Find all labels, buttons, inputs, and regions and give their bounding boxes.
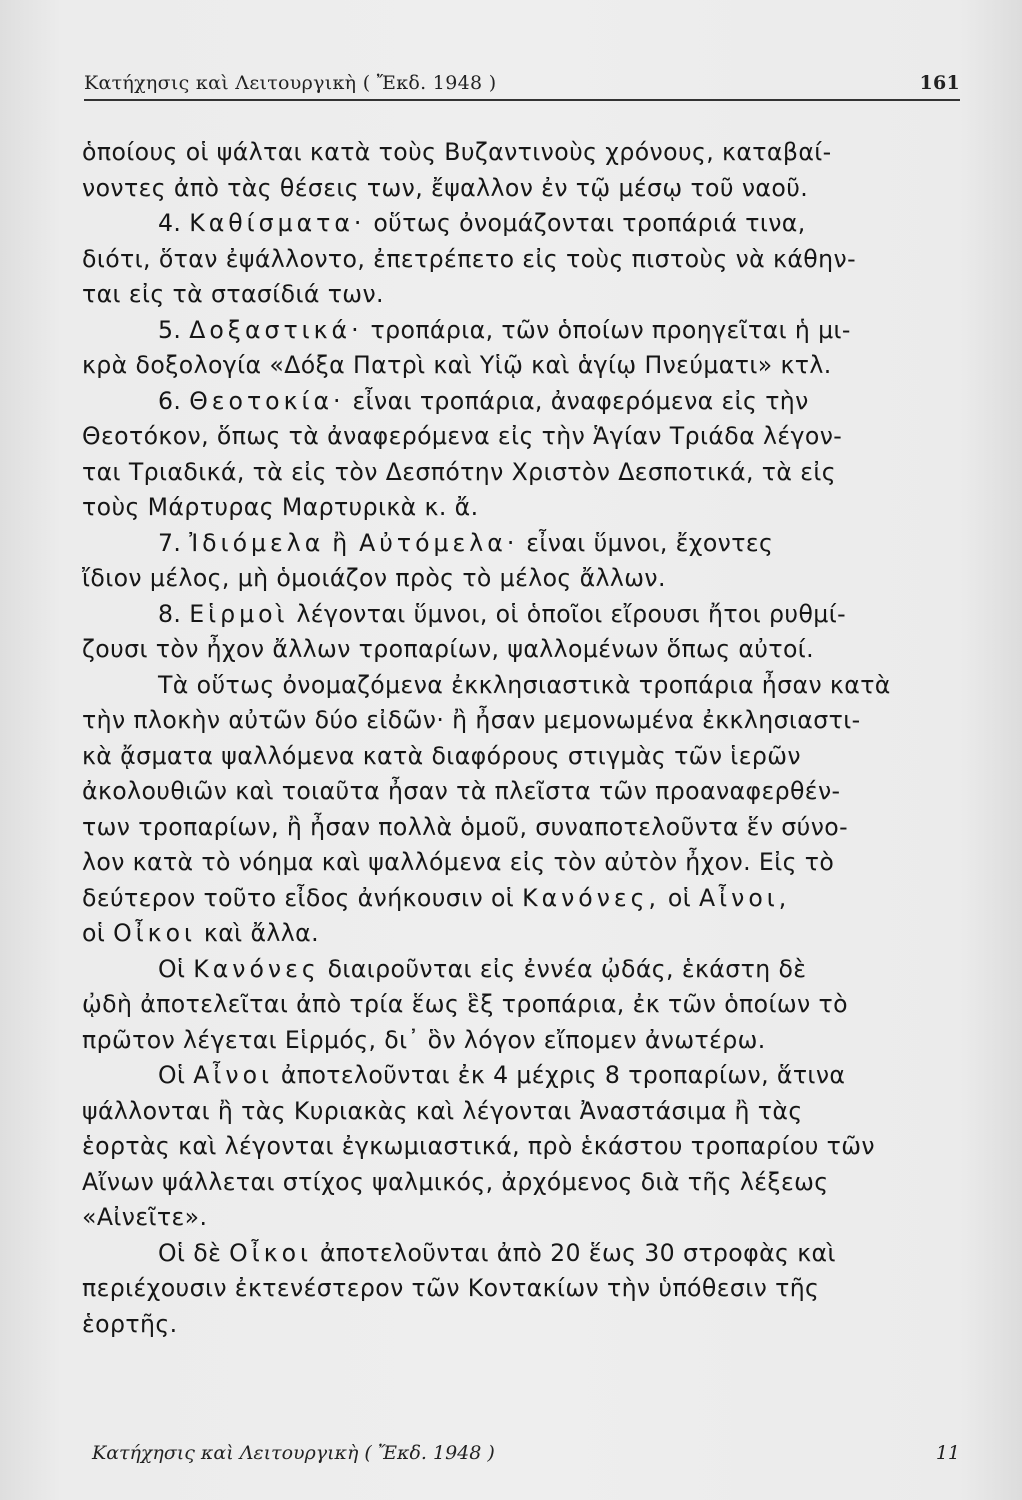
text-line: ψάλλονται ἢ τὰς Κυριακὰς καὶ λέγονται Ἀναστάσιμα ἢ τὰς	[82, 1096, 803, 1125]
list-item-5	[82, 313, 960, 349]
term: Θεοτοκία·	[189, 386, 345, 415]
text-line	[82, 916, 960, 952]
term: Αἶνοι	[193, 1061, 273, 1089]
text-span: ἀποτελοῦνται ἐκ 4 μέχρις 8 τροπαρίων, ἅτινα	[280, 1061, 846, 1089]
term: Οἶκοι	[229, 1238, 313, 1267]
item-number: 7.	[158, 528, 182, 557]
header-rule	[84, 99, 960, 101]
text-line: ἑορτῆς.	[82, 1309, 178, 1338]
text-line: ᾠδὴ ἀποτελεῖται ἀπὸ τρία ἕως ἓξ τροπάρια, ἐκ τῶν ὁποίων τὸ	[82, 990, 848, 1018]
text-line: τὴν πλοκὴν αὐτῶν δύο εἰδῶν· ἢ ἦσαν μεμονωμένα ἐκκλησιαστι-	[82, 706, 861, 734]
text-span: εἶναι ὕμνοι, ἔχοντες	[526, 528, 774, 557]
term: Αὐτόμελα·	[359, 528, 519, 557]
term: Καθίσματα·	[189, 209, 366, 237]
text-span: τροπάρια, τῶν ὁποίων προηγεῖται ἡ μι-	[370, 315, 851, 344]
running-footer	[84, 1442, 960, 1472]
text-line: περιέχουσιν ἐκτενέστερον τῶν Κοντακίων τὴν ὑπόθεσιν τῆς	[82, 1274, 820, 1302]
item-number: 8.	[158, 599, 182, 628]
text-line: ται εἰς τὰ στασίδιά των.	[82, 280, 384, 308]
text-span: οὕτως ὀνομάζονται τροπάριά τινα,	[373, 209, 806, 237]
footer-title: Κατήχησις καὶ Λειτουργικὴ ( Ἔκδ. 1948 )	[92, 1442, 495, 1464]
text-span: καὶ ἄλλα.	[203, 919, 319, 947]
text-line	[82, 881, 960, 917]
text-span: οἱ	[82, 919, 106, 947]
term: Οἶκοι	[113, 919, 197, 947]
text-span: οἱ	[667, 883, 692, 912]
text-line: Θεοτόκον, ὅπως τὰ ἀναφερόμενα εἰς τὴν Ἁγίαν Τριάδα λέγον-	[82, 422, 843, 450]
text-line: τοὺς Μάρτυρας Μαρτυρικὰ κ. ἄ.	[82, 493, 479, 521]
text-span: εἶναι τροπάρια, ἀναφερόμενα εἰς τὴν	[352, 386, 809, 415]
list-item-4	[82, 206, 960, 242]
item-number: 6.	[158, 386, 182, 415]
term: Κανόνες,	[522, 883, 661, 912]
text-span: λέγονται ὕμνοι, οἱ ὁποῖοι εἴρουσι ἤτοι ρυθμί-	[296, 599, 847, 628]
paragraph-start	[82, 952, 960, 988]
text-line: κρὰ δοξολογία «Δόξα Πατρὶ καὶ Υἱῷ καὶ ἁγίῳ Πνεύματι» κτλ.	[82, 351, 832, 379]
item-number: 4.	[158, 209, 182, 237]
text-span: Οἱ δὲ	[158, 1238, 222, 1267]
text-line: «Αἰνεῖτε».	[82, 1203, 208, 1231]
text-line: των τροπαρίων, ἢ ἦσαν πολλὰ ὁμοῦ, συναποτελοῦντα ἕν σύνο-	[82, 812, 849, 841]
text-line: νοντες ἀπὸ τὰς θέσεις των, ἔψαλλον ἐν τῷ μέσῳ τοῦ ναοῦ.	[82, 173, 809, 202]
text-line: πρῶτον λέγεται Εἱρμός, δι᾽ ὃν λόγον εἴπομεν ἀνωτέρω.	[82, 1025, 766, 1054]
list-item-8	[82, 597, 960, 633]
term: Δοξαστικά·	[189, 315, 363, 344]
text-line: λον κατὰ τὸ νόημα καὶ ψαλλόμενα εἰς τὸν αὐτὸν ἦχον. Εἰς τὸ	[82, 848, 835, 876]
body-text	[82, 135, 960, 1342]
text-span: Οἱ	[158, 1061, 186, 1089]
page-number: 161	[919, 72, 960, 94]
running-header	[84, 72, 960, 102]
term: ἢ	[332, 528, 352, 557]
text-line: ζουσι τὸν ἦχον ἄλλων τροπαρίων, ψαλλομένων ὅπως αὐτοί.	[82, 635, 815, 663]
paragraph-start	[82, 1058, 960, 1094]
list-item-7	[82, 526, 960, 562]
text-line: κὰ ᾄσματα ψαλλόμενα κατὰ διαφόρους στιγμὰς τῶν ἱερῶν	[82, 741, 801, 770]
term: Ἰδιόμελα	[189, 528, 325, 557]
term: Αἶνοι,	[699, 883, 791, 912]
text-span: ἀποτελοῦνται ἀπὸ 20 ἕως 30 στροφὰς καὶ	[319, 1238, 836, 1267]
text-line: διότι, ὅταν ἐψάλλοντο, ἐπετρέπετο εἰς τοὺς πιστοὺς νὰ κάθην-	[82, 244, 856, 273]
text-span: Οἱ	[158, 954, 186, 983]
text-line: ἑορτὰς καὶ λέγονται ἐγκωμιαστικά, πρὸ ἑκάστου τροπαρίου τῶν	[82, 1132, 876, 1160]
text-line: ἀκολουθιῶν καὶ τοιαῦτα ἦσαν τὰ πλεῖστα τῶν προαναφερθέν-	[82, 777, 841, 805]
text-span: διαιροῦνται εἰς ἐννέα ᾠδάς, ἑκάστη δὲ	[327, 954, 807, 983]
list-item-6	[82, 384, 960, 420]
term: Εἱρμοὶ	[189, 599, 289, 628]
text-line: Αἴνων ψάλλεται στίχος ψαλμικός, ἀρχόμενος διὰ τῆς λέξεως	[82, 1167, 829, 1196]
text-line: ται Τριαδικά, τὰ εἰς τὸν Δεσπότην Χριστὸν Δεσποτικά, τὰ εἰς	[82, 457, 836, 486]
term: Κανόνες	[193, 954, 320, 983]
item-number: 5.	[158, 315, 182, 344]
text-line: ἴδιον μέλος, μὴ ὁμοιάζον πρὸς τὸ μέλος ἄλλων.	[82, 564, 666, 592]
sheet-number: 11	[935, 1442, 960, 1464]
text-span: δεύτερον τοῦτο εἶδος ἀνήκουσιν οἱ	[82, 883, 515, 912]
paragraph-start	[82, 1236, 960, 1272]
paragraph-start: Τὰ οὕτως ὀνομαζόμενα ἐκκλησιαστικὰ τροπάρια ἦσαν κατὰ	[158, 670, 891, 699]
text-line: ὁποίους οἱ ψάλται κατὰ τοὺς Βυζαντινοὺς χρόνους, καταβαί-	[82, 138, 832, 166]
header-title: Κατήχησις καὶ Λειτουργικὴ ( Ἔκδ. 1948 )	[84, 72, 497, 94]
